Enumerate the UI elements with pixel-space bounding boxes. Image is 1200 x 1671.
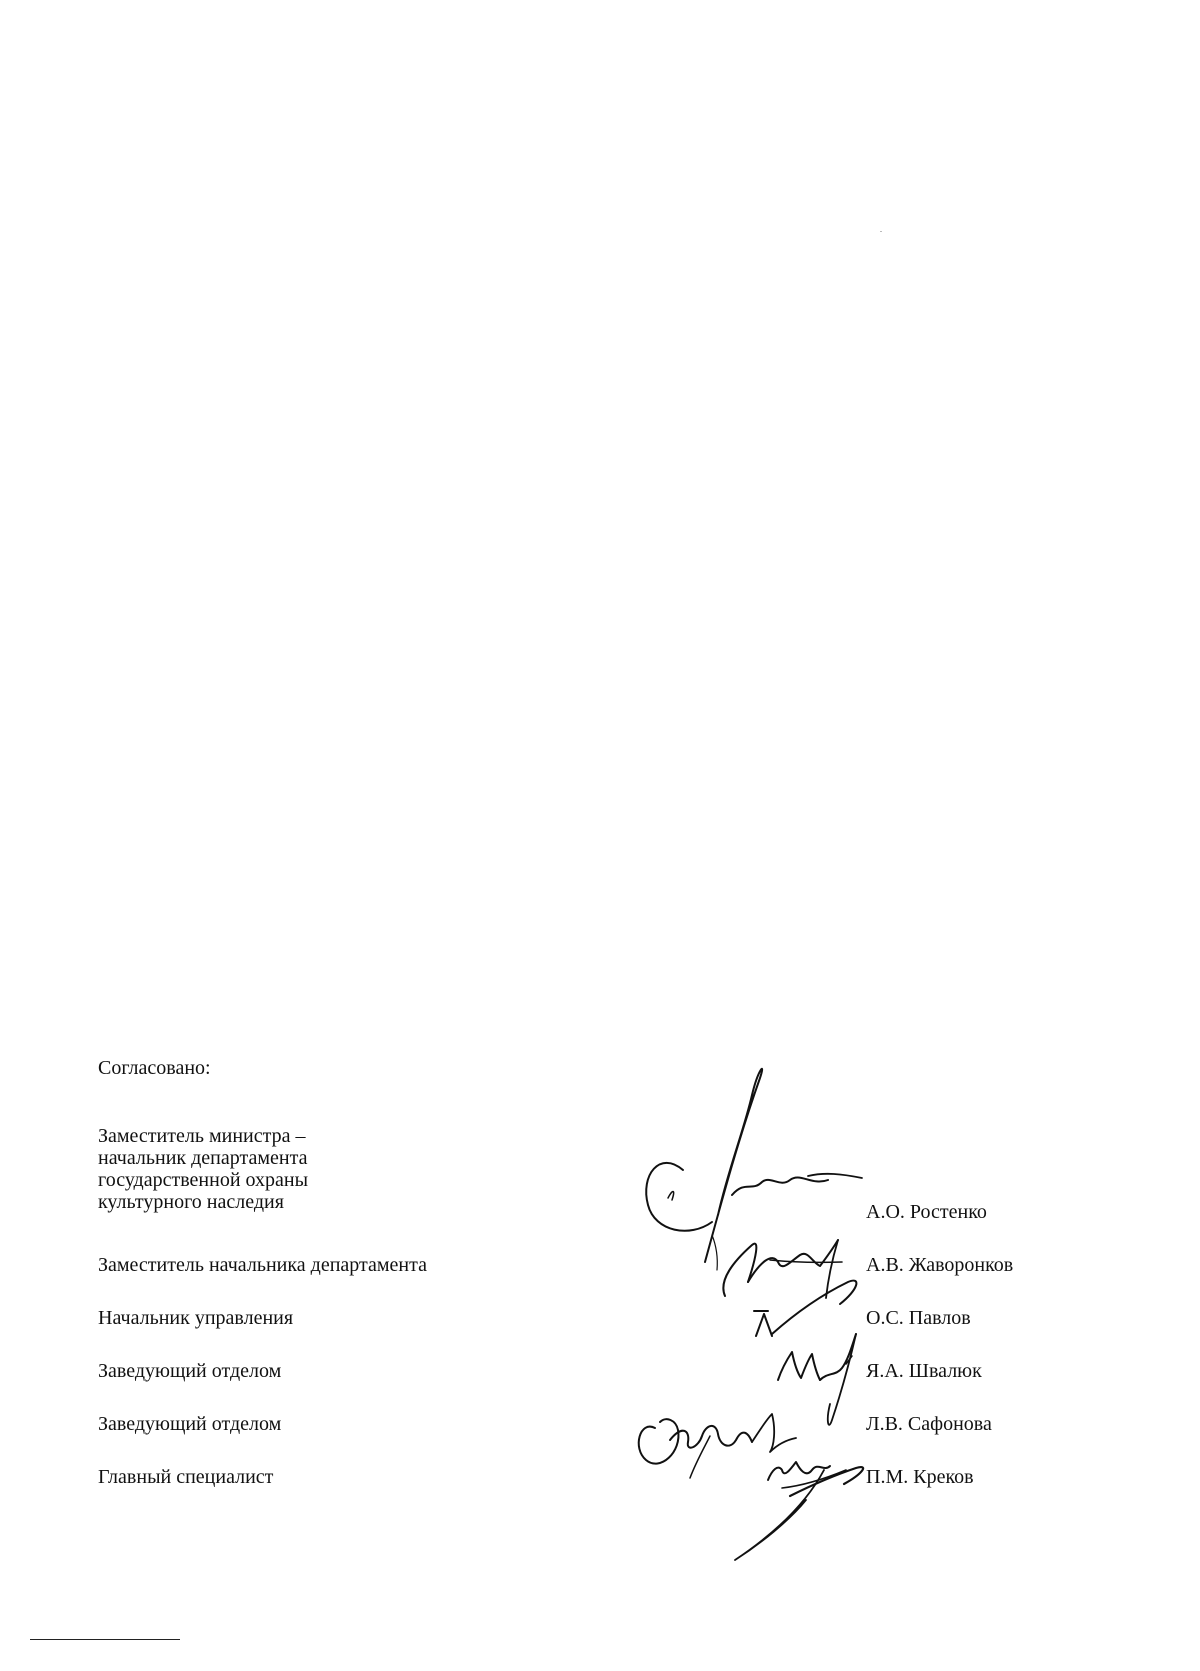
signatory-1-position — [98, 1125, 308, 1213]
approval-heading: Согласовано: — [98, 1057, 211, 1079]
position-line: культурного наследия — [98, 1191, 284, 1213]
position-line: государственной охраны — [98, 1169, 309, 1191]
signatory-2-position — [98, 1254, 427, 1276]
signature-pavlov — [754, 1281, 856, 1336]
scan-speck — [880, 231, 882, 232]
signatory-4-name: Я.А. Швалюк — [866, 1360, 982, 1382]
signatory-3-position — [98, 1307, 293, 1329]
signatory-5-name: Л.В. Сафонова — [866, 1413, 992, 1435]
position-line: Заведующий отделом — [98, 1360, 282, 1382]
signatory-6-name: П.М. Креков — [866, 1466, 974, 1488]
position-line: Заместитель начальника департамента — [98, 1254, 427, 1276]
position-line: Главный специалист — [98, 1466, 274, 1488]
position-line: Заведующий отделом — [98, 1413, 282, 1435]
signatory-3-name: О.С. Павлов — [866, 1307, 971, 1329]
signature-rostenko — [646, 1069, 862, 1270]
position-line: Заместитель министра – — [98, 1125, 306, 1147]
signatory-6-position — [98, 1466, 273, 1488]
signatory-1-name: А.О. Ростенко — [866, 1201, 987, 1223]
signature-shvalyuk — [778, 1334, 856, 1425]
position-line: начальник департамента — [98, 1147, 308, 1169]
signatory-4-position — [98, 1360, 281, 1382]
signature-safonova — [639, 1414, 796, 1478]
signature-krekov — [735, 1462, 863, 1560]
signature-zhavoronkov — [723, 1240, 842, 1298]
signatory-5-position — [98, 1413, 281, 1435]
position-line: Начальник управления — [98, 1307, 294, 1329]
footnote-divider — [30, 1639, 180, 1640]
signatory-2-name: А.В. Жаворонков — [866, 1254, 1014, 1276]
